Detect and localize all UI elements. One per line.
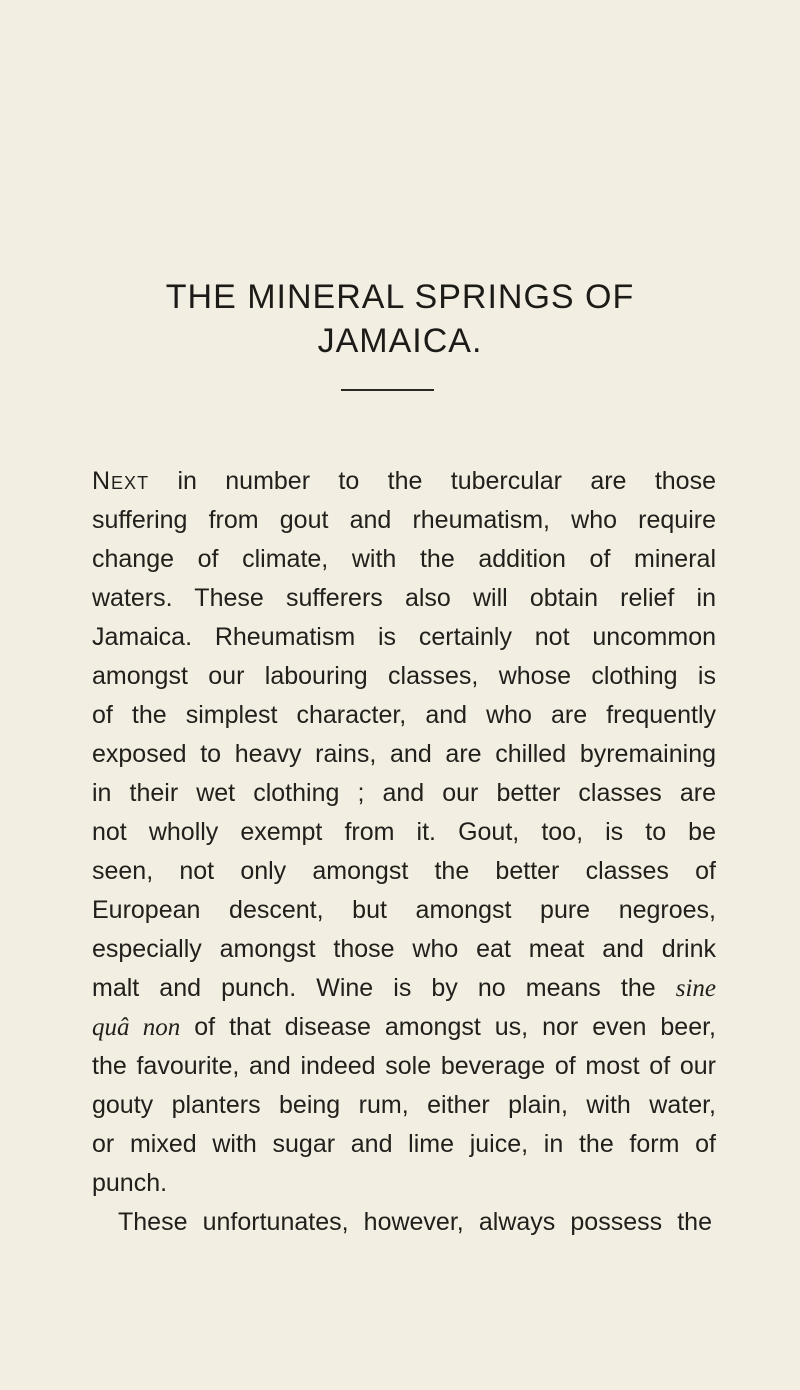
body-line: malt and punch. Wine is by no means the sine: [92, 974, 716, 1002]
body-line: or mixed with sugar and lime juice, in the form of: [92, 1130, 716, 1158]
body-line: European descent, but amongst pure negroes,: [92, 896, 716, 924]
body-line: quâ non of that disease amongst us, nor even beer,: [92, 1013, 716, 1041]
body-line: Next in number to the tubercular are those: [92, 467, 716, 495]
body-line: especially amongst those who eat meat and drink: [92, 935, 716, 963]
body-line: the favourite, and indeed sole beverage of most of our: [92, 1052, 716, 1080]
latin-phrase: quâ non: [92, 1014, 181, 1041]
body-line: These unfortunates, however, always possess the: [118, 1208, 712, 1236]
body-line: change of climate, with the addition of mineral: [92, 545, 716, 573]
body-line: amongst our labouring classes, whose clothing is: [92, 662, 716, 690]
lead-word: Next: [92, 467, 150, 495]
chapter-title-line-1: THE MINERAL SPRINGS OF: [165, 278, 635, 316]
body-line: punch.: [92, 1169, 168, 1197]
body-line: gouty planters being rum, either plain, with water,: [92, 1091, 716, 1119]
body-line: seen, not only amongst the better classes of: [92, 857, 716, 885]
body-line: suffering from gout and rheumatism, who require: [92, 506, 716, 534]
body-line: Jamaica. Rheumatism is certainly not uncommon: [92, 623, 716, 651]
body-line: waters. These sufferers also will obtain relief in: [92, 584, 716, 612]
body-line: exposed to heavy rains, and are chilled byremaining: [92, 740, 716, 768]
body-line: not wholly exempt from it. Gout, too, is to be: [92, 818, 716, 846]
title-divider-rule: [341, 389, 434, 391]
body-line: in their wet clothing ; and our better classes are: [92, 779, 716, 807]
latin-phrase: sine: [675, 975, 716, 1002]
chapter-title-line-2: JAMAICA.: [317, 322, 483, 360]
body-line: of the simplest character, and who are frequently: [92, 701, 716, 729]
